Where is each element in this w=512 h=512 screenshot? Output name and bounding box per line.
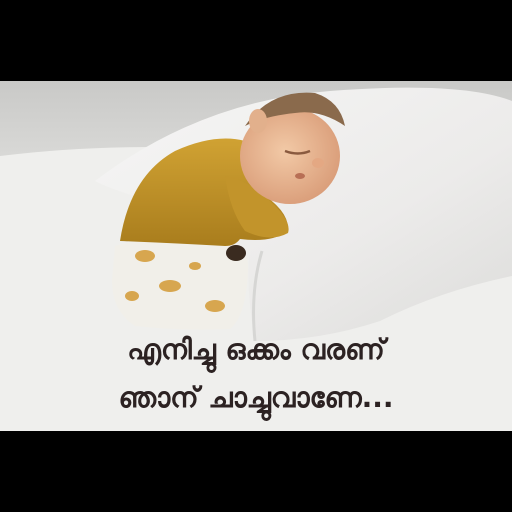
caption-line-1: എനിച്ചു ഒക്കം വരണ് [127, 333, 385, 366]
baby-hand [226, 245, 246, 261]
caption-line-2: ഞാന് ചാച്ചുവാണേ... [118, 381, 394, 414]
pants-pattern [189, 262, 201, 270]
baby-ear [249, 109, 267, 133]
pants-pattern [159, 280, 181, 292]
baby-mouth [295, 173, 305, 179]
pants-pattern [135, 250, 155, 262]
baby-nose [312, 158, 324, 168]
pants-pattern [125, 291, 139, 301]
pants-pattern [205, 300, 225, 312]
